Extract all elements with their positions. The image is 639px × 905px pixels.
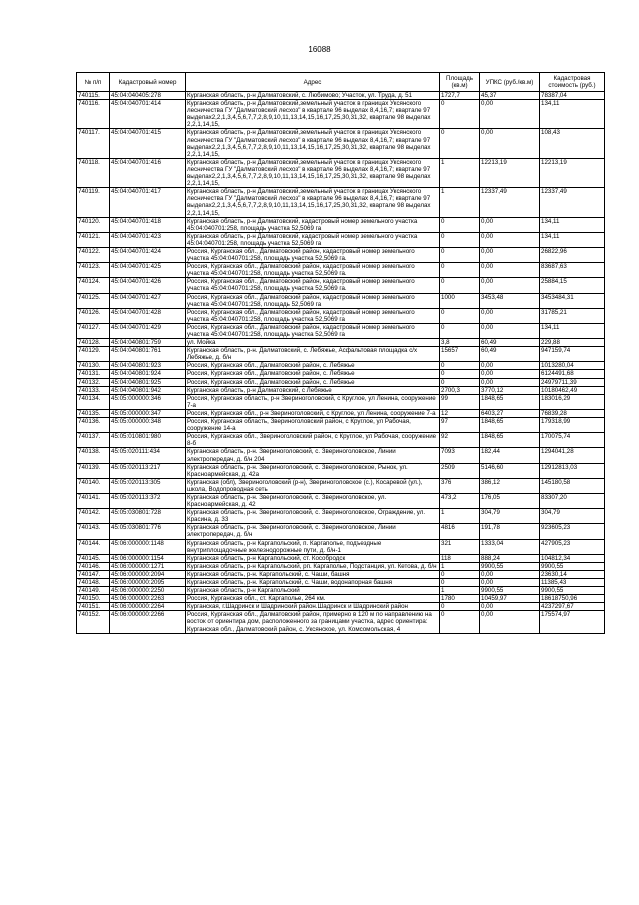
cell-row-number: 740118. (77, 158, 110, 187)
cell-cadastral-cost: 134,11 (540, 323, 605, 338)
cell-cadastral-cost: 25884,15 (540, 278, 605, 293)
cell-upks: 12213,19 (480, 158, 540, 187)
cell-area: 99 (440, 394, 480, 409)
cell-address: Курганская область, р-н Каргапольский, рп. Каргаполье, Подстанция, ул. Кетова, д. б/н (186, 562, 440, 570)
cell-cadastral-number: 45:06:000000:2266 (110, 611, 186, 633)
table-row (77, 323, 605, 338)
cell-cadastral-number: 45:04:040801:924 (110, 370, 186, 378)
cell-cadastral-number: 45:04:040701:418 (110, 217, 186, 232)
cell-area: 0 (440, 129, 480, 158)
cell-cadastral-number: 45:04:040701:414 (110, 100, 186, 129)
cell-upks: 6403,27 (480, 409, 540, 417)
cell-upks: 0,00 (480, 362, 540, 370)
cell-row-number: 740117. (77, 129, 110, 158)
cell-area: 0 (440, 579, 480, 587)
cell-row-number: 740139. (77, 463, 110, 478)
cell-row-number: 740115. (77, 92, 110, 100)
cell-cadastral-cost: 83307,20 (540, 493, 605, 508)
cell-address: Россия, Курганская обл., Далматовский район, кадастровый номер земельного участка 45:04:040701:258, площадь участка 52,5069 га. (186, 247, 440, 262)
cell-cadastral-number: 45:04:040701:415 (110, 129, 186, 158)
cell-cadastral-cost: 134,11 (540, 100, 605, 129)
cell-upks: 0,00 (480, 308, 540, 323)
cell-cadastral-number: 45:04:040801:942 (110, 386, 186, 394)
header-cadastral-number: Кадастровый номер (110, 73, 186, 92)
cell-area: 0 (440, 308, 480, 323)
cell-cadastral-number: 45:04:040801:761 (110, 347, 186, 362)
cell-area: 0 (440, 603, 480, 611)
cell-row-number: 740144. (77, 539, 110, 554)
cell-cadastral-number: 45:04:040701:423 (110, 232, 186, 247)
cell-cadastral-number: 45:05:020113:217 (110, 463, 186, 478)
cell-cadastral-cost: 9900,55 (540, 562, 605, 570)
cell-row-number: 740134. (77, 394, 110, 409)
cell-upks: 3453,48 (480, 293, 540, 308)
cell-upks: 9900,55 (480, 587, 540, 595)
cell-address: Россия, Курганская обл., Далматовский район, с. Лебяжье (186, 378, 440, 386)
cell-cadastral-number: 45:06:000000:1154 (110, 554, 186, 562)
cell-row-number: 740140. (77, 478, 110, 493)
cell-cadastral-number: 45:05:000000:347 (110, 409, 186, 417)
cell-address: Россия, Курганская обл., Далматовский район, с. Лебяжье (186, 370, 440, 378)
cell-area: 12 (440, 409, 480, 417)
cell-cadastral-cost: 12213,19 (540, 158, 605, 187)
cell-cadastral-number: 45:04:040701:429 (110, 323, 186, 338)
cell-upks: 304,79 (480, 509, 540, 524)
header-row-number: № п/п (77, 73, 110, 92)
cell-address: Курганская область, р-н. Звериноголовский, с. Звериноголовское, Рынок, ул. Красноармейская, д. 42а (186, 463, 440, 478)
cell-cadastral-cost: 3453484,31 (540, 293, 605, 308)
table-row (77, 339, 605, 347)
cell-address: Россия, Курганская область, Звериноголовский район, с Круглое, ул Рабочая, сооружение 14-а (186, 418, 440, 433)
cell-cadastral-cost: 183016,29 (540, 394, 605, 409)
cell-cadastral-cost: 104812,34 (540, 554, 605, 562)
table-row (77, 570, 605, 578)
cell-upks: 888,24 (480, 554, 540, 562)
cell-cadastral-cost: 427905,23 (540, 539, 605, 554)
cell-upks: 0,00 (480, 217, 540, 232)
cell-upks: 1848,65 (480, 394, 540, 409)
cell-area: 0 (440, 362, 480, 370)
cell-row-number: 740135. (77, 409, 110, 417)
cell-upks: 176,05 (480, 493, 540, 508)
cell-cadastral-cost: 1294041,28 (540, 448, 605, 463)
cell-area: 1 (440, 587, 480, 595)
table-row (77, 92, 605, 100)
table-row (77, 158, 605, 187)
cell-row-number: 740145. (77, 554, 110, 562)
cell-row-number: 740147. (77, 570, 110, 578)
cell-area: 1 (440, 562, 480, 570)
cell-area: 321 (440, 539, 480, 554)
cell-cadastral-number: 45:05:010801:980 (110, 433, 186, 448)
cell-area: 2700,3 (440, 386, 480, 394)
cell-address: Россия, Курганская обл., Далматовский район, кадастровый номер земельного участка 45:04:040701:258, площадь участка 52,5069 га (186, 323, 440, 338)
cell-area: 0 (440, 323, 480, 338)
cell-row-number: 740127. (77, 323, 110, 338)
cell-row-number: 740137. (77, 433, 110, 448)
table-row (77, 263, 605, 278)
cell-row-number: 740151. (77, 603, 110, 611)
header-address: Адрес (186, 73, 440, 92)
cell-upks: 1848,65 (480, 433, 540, 448)
cell-address: Россия, Курганская обл., Далматовский район, примерно в 120 м по направлению на восток от ориентира дом, расположенного за границами участка, адрес ориентира: Курганская обл., Далматовский район, с. Уксянское, ул. Комсомольская, 4 (186, 611, 440, 633)
cell-cadastral-cost: 6124491,68 (540, 370, 605, 378)
cell-address: Курганская область, р-н Далматовский, с Лебяжье (186, 386, 440, 394)
cell-address: Курганская область, р-н. Звериноголовский, с. Звериноголовское, Линии электропередач, д. б/н (186, 524, 440, 539)
cell-cadastral-cost: 170075,74 (540, 433, 605, 448)
cell-cadastral-cost: 23630,14 (540, 570, 605, 578)
cell-row-number: 740116. (77, 100, 110, 129)
cell-area: 0 (440, 370, 480, 378)
cell-row-number: 740130. (77, 362, 110, 370)
cell-upks: 0,00 (480, 100, 540, 129)
cell-address: Россия, Курганская обл., ст. Каргаполье, 264 км. (186, 595, 440, 603)
table-row (77, 129, 605, 158)
cell-area: 1 (440, 158, 480, 187)
cell-address: Курганская область, р-н. Каргапольский, с. Чаши, водонапорная башня (186, 579, 440, 587)
table-header-row (77, 73, 605, 92)
table-row (77, 463, 605, 478)
cell-address: Курганская область, р-н. Звериноголовский, с. Звериноголовское, Ограждение, ул. Красина, д. 33 (186, 509, 440, 524)
cell-row-number: 740131. (77, 370, 110, 378)
cell-cadastral-number: 45:06:000000:2095 (110, 579, 186, 587)
cell-upks: 191,78 (480, 524, 540, 539)
cell-row-number: 740120. (77, 217, 110, 232)
cell-upks: 0,00 (480, 579, 540, 587)
cell-address: Курганская область, р-н Далматовский, кадастровый номер земельного участка 45:04:040701:258, площадь участка 52,5069 га (186, 232, 440, 247)
cell-address: Курганская область, р-н Каргапольский, ст. Кособродск (186, 554, 440, 562)
cell-upks: 45,37 (480, 92, 540, 100)
cell-row-number: 740136. (77, 418, 110, 433)
cell-row-number: 740119. (77, 188, 110, 217)
cell-cadastral-cost: 24979711,39 (540, 378, 605, 386)
cell-row-number: 740143. (77, 524, 110, 539)
table-row (77, 370, 605, 378)
cell-cadastral-number: 45:04:040701:416 (110, 158, 186, 187)
table-row (77, 247, 605, 262)
cadastral-register-table (76, 72, 605, 634)
cell-upks: 386,12 (480, 478, 540, 493)
cell-address: Россия, Курганская обл., Далматовский район, кадастровый номер земельного участка 45:04:040701:258, площадь 52,5069 га (186, 293, 440, 308)
page-number: 16088 (308, 45, 331, 54)
cell-row-number: 740133. (77, 386, 110, 394)
cell-area: 1780 (440, 595, 480, 603)
cell-cadastral-number: 45:05:030801:776 (110, 524, 186, 539)
cell-area: 0 (440, 278, 480, 293)
table-row (77, 478, 605, 493)
cell-row-number: 740121. (77, 232, 110, 247)
cell-upks: 9900,55 (480, 562, 540, 570)
cell-address: Россия, Курганская область, р-н Звериноголовский, с Круглое, ул Ленина, сооружение 7-а (186, 394, 440, 409)
cell-address: Россия, Курганская обл., Далматовский район, кадастровый номер земельного участка 45:04:040701:258, площадь участка 52,5069 га (186, 308, 440, 323)
cell-address: Курганская область, р-н Каргапольский, п. Каргаполье, подъездные внутриплощадочные железнодорожные пути, д. б/н-1 (186, 539, 440, 554)
cell-upks: 60,49 (480, 347, 540, 362)
cell-cadastral-number: 45:05:000000:346 (110, 394, 186, 409)
cell-upks: 10459,97 (480, 595, 540, 603)
table-row (77, 587, 605, 595)
cell-address: Курганская область, р-н. Звериноголовский, с. Звериноголовское, ул. Красноармейская, д. 42 (186, 493, 440, 508)
cell-cadastral-number: 45:05:020113:305 (110, 478, 186, 493)
table-row (77, 394, 605, 409)
cell-upks: 0,00 (480, 378, 540, 386)
cell-cadastral-number: 45:06:000000:2094 (110, 570, 186, 578)
cell-cadastral-cost: 12337,49 (540, 188, 605, 217)
cell-row-number: 740152. (77, 611, 110, 633)
cell-address: Курганская область, р-н. Звериноголовский, с. Звериноголовское, Линии электропередач, д. б/н 204 (186, 448, 440, 463)
cell-cadastral-number: 45:04:040701:427 (110, 293, 186, 308)
cell-address: Курганская область, р-н Далматовский,земельный участок в границах Уксянского лесничества ГУ "Далматовский лесхоз" в квартале 96 выделах 8,4,16,7; квартале 97 выделах2,2,1,3,4,5,6,7,7,2,8,9,10,11,13,14,15,16,17,25,30,31,32, квартале 98 выделах 2,2,1,14,15, (186, 158, 440, 187)
cell-row-number: 740124. (77, 278, 110, 293)
table-row (77, 409, 605, 417)
cell-area: 0 (440, 570, 480, 578)
cell-row-number: 740122. (77, 247, 110, 262)
table-row (77, 554, 605, 562)
cell-cadastral-cost: 26822,96 (540, 247, 605, 262)
cell-upks: 0,00 (480, 278, 540, 293)
cell-cadastral-number: 45:04:040801:925 (110, 378, 186, 386)
table-row (77, 217, 605, 232)
cell-area: 0 (440, 263, 480, 278)
cell-address: Россия, Курганская обл., Звериноголовский район, с Круглое, ул Рабочая, сооружение 8-б (186, 433, 440, 448)
table-row (77, 524, 605, 539)
cell-cadastral-cost: 18618750,96 (540, 595, 605, 603)
cell-cadastral-cost: 304,79 (540, 509, 605, 524)
cell-row-number: 740150. (77, 595, 110, 603)
cell-address: Россия, Курганская обл., Далматовский район, с. Лебяжье (186, 362, 440, 370)
cell-address: Курганская область, р-н Далматовский, с. Любимово; Участок, ул. Труда, д. 51 (186, 92, 440, 100)
cell-row-number: 740123. (77, 263, 110, 278)
cell-upks: 60,49 (480, 339, 540, 347)
cell-row-number: 740125. (77, 293, 110, 308)
cell-cadastral-cost: 175574,97 (540, 611, 605, 633)
cell-area: 0 (440, 378, 480, 386)
cell-cadastral-cost: 145180,58 (540, 478, 605, 493)
cell-upks: 0,00 (480, 129, 540, 158)
cell-area: 1 (440, 509, 480, 524)
cell-address: Курганская область, р-н Далматовский,земельный участок в границах Уксянского лесничества ГУ "Далматовский лесхоз" в квартале 96 выделах 8,4,16,7; квартале 97 выделах2,2,1,3,4,5,6,7,7,2,8,9,10,11,13,14,15,16,17,25,30,31,32, квартале 98 выделах 2,2,1,14,15, (186, 129, 440, 158)
cell-area: 7093 (440, 448, 480, 463)
cell-area: 4816 (440, 524, 480, 539)
cell-cadastral-cost: 947159,74 (540, 347, 605, 362)
cell-cadastral-cost: 4237297,67 (540, 603, 605, 611)
cell-row-number: 740128. (77, 339, 110, 347)
cell-area: 1000 (440, 293, 480, 308)
table-row (77, 232, 605, 247)
cell-area: 92 (440, 433, 480, 448)
cell-cadastral-number: 45:05:020113:372 (110, 493, 186, 508)
cell-cadastral-number: 45:06:000000:2250 (110, 587, 186, 595)
header-cadastral-cost: Кадастровая стоимость (руб.) (540, 73, 605, 92)
cell-address: Курганская область, р-н Далматовский,земельный участок в границах Уксянского лесничества ГУ "Далматовский лесхоз" в квартале 96 выделах 8,4,16,7; квартале 97 выделах2,2,1,3,4,5,6,7,7,2,8,9,10,11,13,14,15,16,17,25,30,31,32, квартале 98 выделах 2,2,1,14,15, (186, 100, 440, 129)
cell-cadastral-number: 45:04:040701:426 (110, 278, 186, 293)
cell-upks: 0,00 (480, 232, 540, 247)
cell-cadastral-number: 45:04:040801:759 (110, 339, 186, 347)
table-row (77, 579, 605, 587)
cell-upks: 0,00 (480, 263, 540, 278)
header-upks: УПКС (руб./кв.м) (480, 73, 540, 92)
cell-upks: 1333,04 (480, 539, 540, 554)
cell-cadastral-number: 45:06:000000:2263 (110, 595, 186, 603)
table-row (77, 362, 605, 370)
cell-row-number: 740146. (77, 562, 110, 570)
cell-area: 3,8 (440, 339, 480, 347)
cell-address: Курганская, г.Шадринск и Шадринский район.Шадринск и Шадринский район (186, 603, 440, 611)
table-row (77, 603, 605, 611)
table-row (77, 448, 605, 463)
cell-area: 0 (440, 100, 480, 129)
cell-cadastral-cost: 1013280,04 (540, 362, 605, 370)
cell-upks: 1848,65 (480, 418, 540, 433)
cell-cadastral-cost: 9900,55 (540, 587, 605, 595)
cell-address: ул. Мойка (186, 339, 440, 347)
cell-area: 118 (440, 554, 480, 562)
table-row (77, 347, 605, 362)
cell-cadastral-cost: 179318,99 (540, 418, 605, 433)
table-row (77, 293, 605, 308)
cell-address: Россия, Курганская обл., Далматовский район, кадастровый номер земельного участка 45:04:040701:258, площадь участка 52,5069 га. (186, 263, 440, 278)
cell-row-number: 740132. (77, 378, 110, 386)
cell-upks: 0,00 (480, 611, 540, 633)
cell-area: 1 (440, 188, 480, 217)
cell-address: Курганская область, р-н. Далматовский, с. Лебяжье, Асфальтовая площадка с/х Лебяжье, д. б/н (186, 347, 440, 362)
cell-upks: 0,00 (480, 570, 540, 578)
cell-upks: 5146,60 (480, 463, 540, 478)
header-area: Площадь (кв.м) (440, 73, 480, 92)
cell-cadastral-number: 45:06:000000:2264 (110, 603, 186, 611)
cell-area: 473,2 (440, 493, 480, 508)
table-row (77, 509, 605, 524)
table-row (77, 595, 605, 603)
cell-area: 0 (440, 247, 480, 262)
cell-area: 0 (440, 611, 480, 633)
cell-cadastral-number: 45:04:040701:425 (110, 263, 186, 278)
cell-row-number: 740129. (77, 347, 110, 362)
table-row (77, 433, 605, 448)
cell-address: Россия, Курганская обл., Далматовский район, кадастровый номер земельного участка 45:04:040701:258, площадь участка 52,5069 га. (186, 278, 440, 293)
cell-cadastral-number: 45:06:000000:1271 (110, 562, 186, 570)
table-row (77, 539, 605, 554)
cell-cadastral-cost: 108,43 (540, 129, 605, 158)
cell-cadastral-cost: 83687,63 (540, 263, 605, 278)
table-row (77, 188, 605, 217)
cell-address: Курганская область, р-н Каргапольский (186, 587, 440, 595)
cell-cadastral-cost: 134,11 (540, 232, 605, 247)
cell-address: Курганская область, р-н Далматовский, кадастровый номер земельного участка 45:04:040701:258, площадь участка 52,5069 га (186, 217, 440, 232)
cell-cadastral-number: 45:04:040801:923 (110, 362, 186, 370)
cell-area: 97 (440, 418, 480, 433)
cell-row-number: 740148. (77, 579, 110, 587)
cell-row-number: 740142. (77, 509, 110, 524)
table-row (77, 278, 605, 293)
cell-cadastral-cost: 11385,43 (540, 579, 605, 587)
cell-row-number: 740141. (77, 493, 110, 508)
cell-row-number: 740138. (77, 448, 110, 463)
cell-cadastral-cost: 12912813,03 (540, 463, 605, 478)
cell-cadastral-number: 45:04:040701:417 (110, 188, 186, 217)
cell-cadastral-number: 45:04:040701:428 (110, 308, 186, 323)
cell-area: 2509 (440, 463, 480, 478)
cell-area: 1727,7 (440, 92, 480, 100)
table-row (77, 386, 605, 394)
cell-address: Россия, Курганская обл., р-н Звериноголовский, с Круглое, ул Ленина, сооружение 7-а (186, 409, 440, 417)
table-row (77, 100, 605, 129)
cell-upks: 182,44 (480, 448, 540, 463)
table-row (77, 562, 605, 570)
cell-cadastral-number: 45:05:020111:434 (110, 448, 186, 463)
cell-address: Курганская область, р-н. Каргапольский, с. Чаши, башня (186, 570, 440, 578)
cell-cadastral-cost: 10180462,49 (540, 386, 605, 394)
cell-cadastral-cost: 78387,04 (540, 92, 605, 100)
cell-cadastral-number: 45:04:040405:278 (110, 92, 186, 100)
cell-upks: 0,00 (480, 323, 540, 338)
cell-upks: 12337,49 (480, 188, 540, 217)
cell-area: 376 (440, 478, 480, 493)
cell-address: Курганская (обл), Звериноголовский (р-н), Звериноголовское (с.), Косаревой (ул.), школа, Водопроводная сеть (186, 478, 440, 493)
table-row (77, 611, 605, 633)
cell-area: 15657 (440, 347, 480, 362)
cell-row-number: 740126. (77, 308, 110, 323)
cell-cadastral-number: 45:05:000000:348 (110, 418, 186, 433)
cell-cadastral-number: 45:06:000000:1148 (110, 539, 186, 554)
cell-cadastral-cost: 31785,21 (540, 308, 605, 323)
cell-upks: 3770,12 (480, 386, 540, 394)
cell-cadastral-number: 45:05:030801:728 (110, 509, 186, 524)
table-row (77, 308, 605, 323)
cell-row-number: 740149. (77, 587, 110, 595)
cell-upks: 0,00 (480, 370, 540, 378)
cell-cadastral-cost: 134,11 (540, 217, 605, 232)
cell-address: Курганская область, р-н Далматовский,земельный участок в границах Уксянского лесничества ГУ "Далматовский лесхоз" в квартале 96 выделах 8,4,16,7; квартале 97 выделах2,2,1,3,4,5,6,7,7,2,8,9,10,11,13,14,15,16,17,25,30,31,32, квартале 98 выделах 2,2,1,14,15, (186, 188, 440, 217)
cell-area: 0 (440, 232, 480, 247)
cell-cadastral-cost: 923605,23 (540, 524, 605, 539)
table-row (77, 378, 605, 386)
cell-area: 0 (440, 217, 480, 232)
table-row (77, 418, 605, 433)
cell-cadastral-number: 45:04:040701:424 (110, 247, 186, 262)
cell-upks: 0,00 (480, 603, 540, 611)
cell-upks: 0,00 (480, 247, 540, 262)
cell-cadastral-cost: 76839,28 (540, 409, 605, 417)
table-row (77, 493, 605, 508)
cell-cadastral-cost: 229,88 (540, 339, 605, 347)
